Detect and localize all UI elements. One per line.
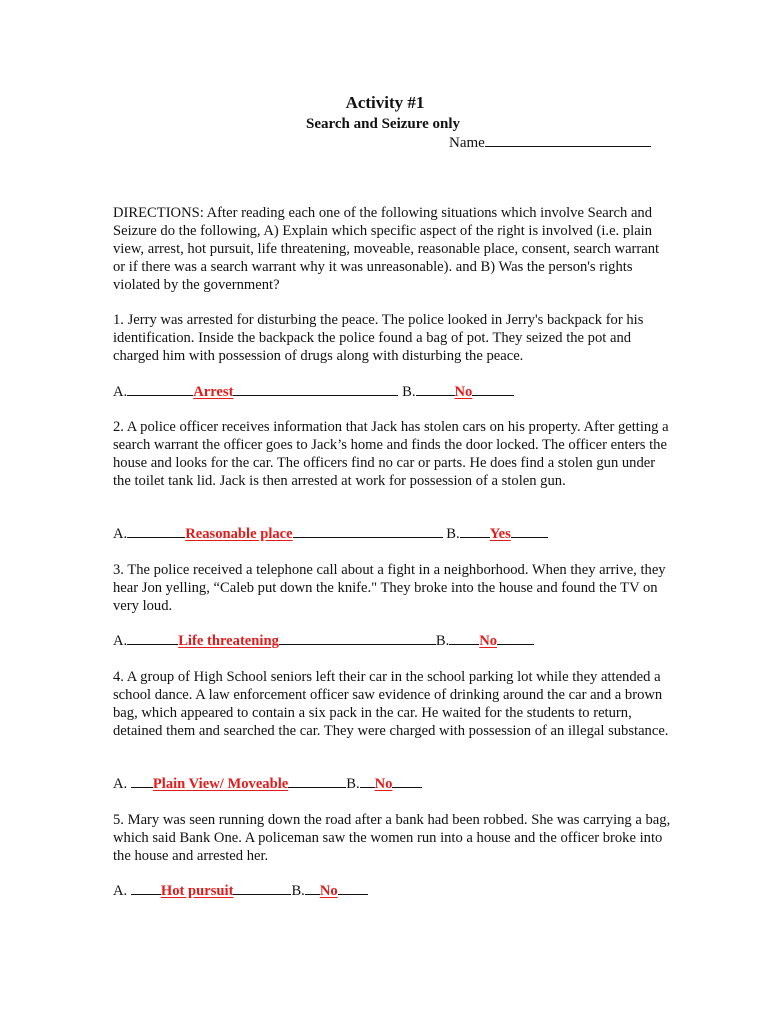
answer-line-3 <box>113 632 534 650</box>
blank-line <box>416 383 455 396</box>
directions-text: DIRECTIONS: After reading each one of the following situations which involve Search and Seizure do the following, A) Explain which specific aspect of the right is involved (i.e. plain view, arrest, hot pursuit, life threatening, moveable, reasonable place, consent, search warrant or if there was a search warrant why it was unreasonable). and B) Was the person's rights violated by the government? <box>113 205 660 293</box>
name-blank-line <box>485 133 651 147</box>
blank-line <box>497 632 534 645</box>
answer-b-value: No <box>319 883 338 899</box>
blank-line <box>360 775 375 788</box>
answer-a-value: Hot pursuit <box>160 883 234 899</box>
blank-line <box>293 525 443 538</box>
answer-a-label: A. <box>113 633 128 649</box>
answer-b-label: B. <box>346 776 360 792</box>
blank-line <box>233 882 291 895</box>
answer-line-5 <box>113 882 368 900</box>
blank-line <box>131 882 161 895</box>
question-3-text: 3. The police received a telephone call about a fight in a neighborhood. When they arrive, they hear Jon yelling, “Caleb put down the knife." They broke into the house and found the TV on very loud. <box>113 562 666 614</box>
blank-line <box>472 383 514 396</box>
blank-line <box>279 632 436 645</box>
answer-b-label: B. <box>435 633 450 649</box>
blank-line <box>233 383 398 396</box>
blank-line <box>460 525 490 538</box>
answer-a-label: A. <box>113 883 128 899</box>
blank-line <box>392 775 422 788</box>
answer-a-value: Plain View/ Moveable <box>152 776 289 792</box>
blank-line <box>511 525 548 538</box>
name-label: Name <box>449 135 485 151</box>
answer-a-label: A. <box>113 526 128 542</box>
answer-a-value: Arrest <box>193 384 234 400</box>
question-4-text: 4. A group of High School seniors left their car in the school parking lot while they attended a school dance. A law enforcement officer saw evidence of drinking around the car and a brown bag, which appeared to contain a six pack in the car. He waited for the students to return, detained them and searched the car. They were charged with possession of an illegal substance. <box>113 669 669 739</box>
answer-line-1 <box>113 383 514 401</box>
question-1-text: 1. Jerry was arrested for disturbing the peace. The police looked in Jerry's backpack for his identification. Inside the backpack the police found a bag of pot. They seized the pot and charged him with possession of drugs along with disturbing the peace. <box>113 312 644 364</box>
name-field <box>449 133 651 152</box>
answer-b-value: Yes <box>489 526 511 542</box>
blank-line <box>127 383 193 396</box>
answer-a-value: Life threatening <box>178 633 279 649</box>
blank-line <box>305 882 320 895</box>
answer-a-label: A. <box>113 384 128 400</box>
answer-line-2 <box>113 525 548 543</box>
answer-b-value: No <box>479 633 498 649</box>
blank-line <box>288 775 346 788</box>
answer-b-value: No <box>374 776 393 792</box>
blank-line <box>127 525 185 538</box>
answer-b-label: B. <box>291 883 305 899</box>
page-subtitle: Search and Seizure only <box>306 116 461 132</box>
blank-line <box>338 882 368 895</box>
answer-b-label: B. <box>446 526 460 542</box>
question-2-text: 2. A police officer receives information that Jack has stolen cars on his property. After getting a search warrant the officer goes to Jack’s home and finds the door locked. The officer enters the house and looks for the car. The officers find no car or parts. He does find a stolen gun under the toilet tank lid. Jack is then arrested at work for possession of a stolen gun. <box>113 419 669 489</box>
answer-b-label: B. <box>402 384 416 400</box>
question-5-text: 5. Mary was seen running down the road after a bank had been robbed. She was carrying a bag, which said Bank One. A policeman saw the women run into a house and the officer broke into the house and arrested her. <box>113 812 671 864</box>
blank-line <box>449 632 479 645</box>
blank-line <box>127 632 178 645</box>
blank-line <box>131 775 153 788</box>
answer-a-label: A. <box>113 776 128 792</box>
answer-a-value: Reasonable place <box>185 526 293 542</box>
page-title: Activity #1 <box>345 93 425 112</box>
answer-line-4 <box>113 775 422 793</box>
answer-b-value: No <box>454 384 473 400</box>
